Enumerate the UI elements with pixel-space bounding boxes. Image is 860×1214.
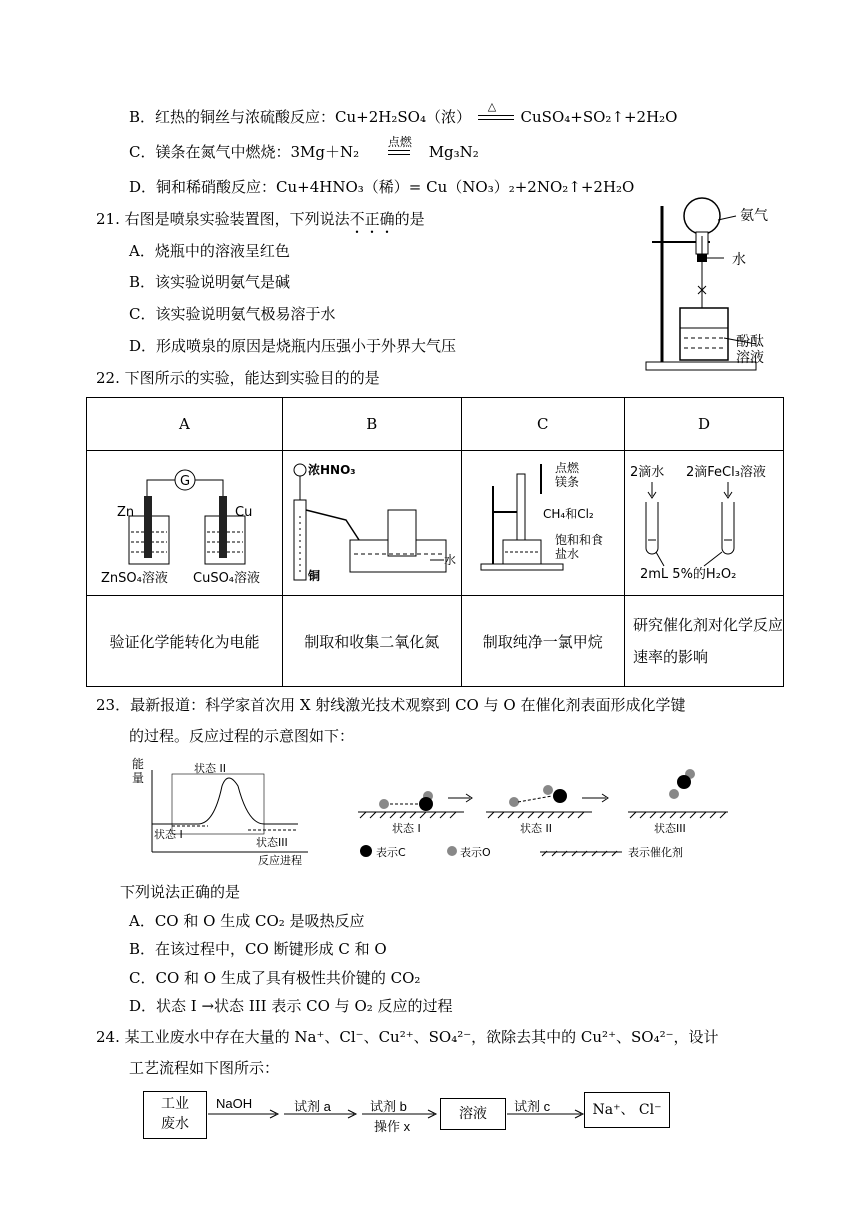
x-axis-label: 反应进程 xyxy=(258,854,302,867)
reagent-a-label: 试剂 a xyxy=(294,1099,331,1114)
state-3-label: 状态III xyxy=(654,822,686,835)
col-header-b: B xyxy=(282,398,461,451)
solution-label: 溶液 xyxy=(736,350,764,366)
figure-c-cell xyxy=(461,451,624,596)
brine-label-1: 饱和和食 xyxy=(554,533,603,547)
q23-option-d: D．状态 I →状态 III 表示 CO 与 O₂ 反应的过程 xyxy=(129,997,453,1015)
q23-stem-line1: 23．最新报道：科学家首次用 X 射线激光技术观察到 CO 与 O 在催化剂表面形成化学键 xyxy=(96,696,686,714)
state-1-label: 状态 I xyxy=(392,822,421,835)
fountain-apparatus-figure xyxy=(640,196,780,380)
figure-d-cell xyxy=(625,451,784,596)
q21-option-a: A．烧瓶中的溶液呈红色 xyxy=(129,242,290,260)
wastewater-box: 工业 废水 xyxy=(143,1091,207,1139)
q20-option-c: C．镁条在氮气中燃烧：3Mg＋N₂ 点燃 Mg₃N₂ xyxy=(129,135,479,161)
state-2-label: 状态 II xyxy=(520,822,552,835)
drop-fecl3-label: 2滴FeCl₃溶液 xyxy=(686,465,766,480)
figure-a-cell xyxy=(87,451,283,596)
copper-label: 铜 xyxy=(307,569,320,583)
operation-x-label: 操作 x xyxy=(374,1119,411,1134)
q23-option-a: A．CO 和 O 生成 CO₂ 是吸热反应 xyxy=(129,912,365,930)
description-d: 研究催化剂对化学反应速率的影响 xyxy=(625,596,784,687)
mg-strip-label: 镁条 xyxy=(554,475,579,489)
q21-option-d: D．形成喷泉的原因是烧瓶内压强小于外界大气压 xyxy=(129,337,457,355)
col-header-c: C xyxy=(461,398,624,451)
drop-water-label: 2滴水 xyxy=(630,465,665,480)
zn-label: Zn xyxy=(117,505,135,520)
legend-catalyst-label: 表示催化剂 xyxy=(628,846,683,859)
q21-stem: 21. 右图是喷泉实验装置图，下列说法不正确的是 xyxy=(96,210,425,228)
q23-option-b: B．在该过程中，CO 断键形成 C 和 O xyxy=(129,940,387,958)
q20-option-b: B．红热的铜丝与浓硫酸反应：Cu+2H₂SO₄（浓） △ CuSO₄+SO₂↑+2H₂O xyxy=(129,100,678,126)
legend-c-label: 表示C xyxy=(376,846,406,859)
ignite-label: 点燃 xyxy=(554,461,579,475)
col-header-d: D xyxy=(625,398,784,451)
ignite-condition: 点燃 xyxy=(364,141,424,163)
legend-o-label: 表示O xyxy=(460,846,491,859)
catalyst-figure xyxy=(626,456,782,586)
q24-stem-line1: 24. 某工业废水中存在大量的 Na⁺、Cl⁻、Cu²⁺、SO₄²⁻，欲除去其中的 Cu²⁺、SO₄²⁻，设计 xyxy=(96,1028,719,1046)
graph-state-2-label: 状态 II xyxy=(194,762,226,775)
description-b: 制取和收集二氧化氮 xyxy=(282,596,461,687)
cuso4-label: CuSO₄溶液 xyxy=(193,571,261,586)
energy-axis-label-2: 量 xyxy=(132,771,145,785)
q22-stem: 22. 下图所示的实验，能达到实验目的的是 xyxy=(96,369,380,387)
description-a: 验证化学能转化为电能 xyxy=(87,596,283,687)
state-3-group xyxy=(628,769,728,835)
methane-chlorination-figure xyxy=(463,456,623,586)
q21-option-c: C．该实验说明氨气极易溶于水 xyxy=(129,305,336,323)
experiment-table xyxy=(86,397,784,687)
water-label: 水 xyxy=(732,252,746,268)
ch4-cl2-label: CH₄和Cl₂ xyxy=(542,507,594,521)
description-c: 制取纯净一氯甲烷 xyxy=(461,596,624,687)
ammonia-label: 氨气 xyxy=(740,208,768,224)
h2o2-label: 2mL 5%的H₂O₂ xyxy=(640,567,737,582)
galvanometer-label: G xyxy=(180,474,191,489)
galvanic-cell-figure xyxy=(89,456,279,586)
energy-diagram xyxy=(128,756,328,868)
znso4-label: ZnSO₄溶液 xyxy=(101,571,169,586)
conc-hno3-label: 浓HNO₃ xyxy=(307,463,356,477)
graph-state-1-label: 状态 I xyxy=(154,828,183,841)
naoh-label: NaOH xyxy=(216,1096,253,1111)
state-2-group xyxy=(486,785,592,835)
brine-label-2: 盐水 xyxy=(554,547,579,561)
col-header-a: A xyxy=(87,398,283,451)
solution-box: 溶液 xyxy=(440,1098,506,1130)
reagent-c-label: 试剂 c xyxy=(514,1099,551,1114)
graph-state-3-label: 状态III xyxy=(256,836,288,849)
energy-axis-label-1: 能 xyxy=(132,757,145,771)
q23-stem-line2: 的过程。反应过程的示意图如下： xyxy=(129,727,355,745)
q23-option-c: C．CO 和 O 生成了具有极性共价键的 CO₂ xyxy=(129,969,421,987)
q20-option-d: D．铜和稀硝酸反应：Cu+4HNO₃（稀）= Cu（NO₃）₂+2NO₂↑+2H₂O xyxy=(129,178,635,196)
water-b-label: 水 xyxy=(443,553,456,567)
q23-question: 下列说法正确的是 xyxy=(120,883,241,901)
heating-condition: △ xyxy=(476,106,516,128)
cu-label: Cu xyxy=(235,505,253,520)
phenolphthalein-label: 酚酞 xyxy=(736,334,764,350)
figure-b-cell xyxy=(282,451,461,596)
no2-apparatus-figure xyxy=(284,456,460,586)
q24-stem-line2: 工艺流程如下图所示： xyxy=(129,1059,280,1077)
result-box: Na⁺、 Cl⁻ xyxy=(584,1092,670,1128)
q21-option-b: B．该实验说明氨气是碱 xyxy=(129,273,291,291)
reagent-b-label: 试剂 b xyxy=(370,1099,407,1114)
reaction-states-figure xyxy=(352,766,732,862)
